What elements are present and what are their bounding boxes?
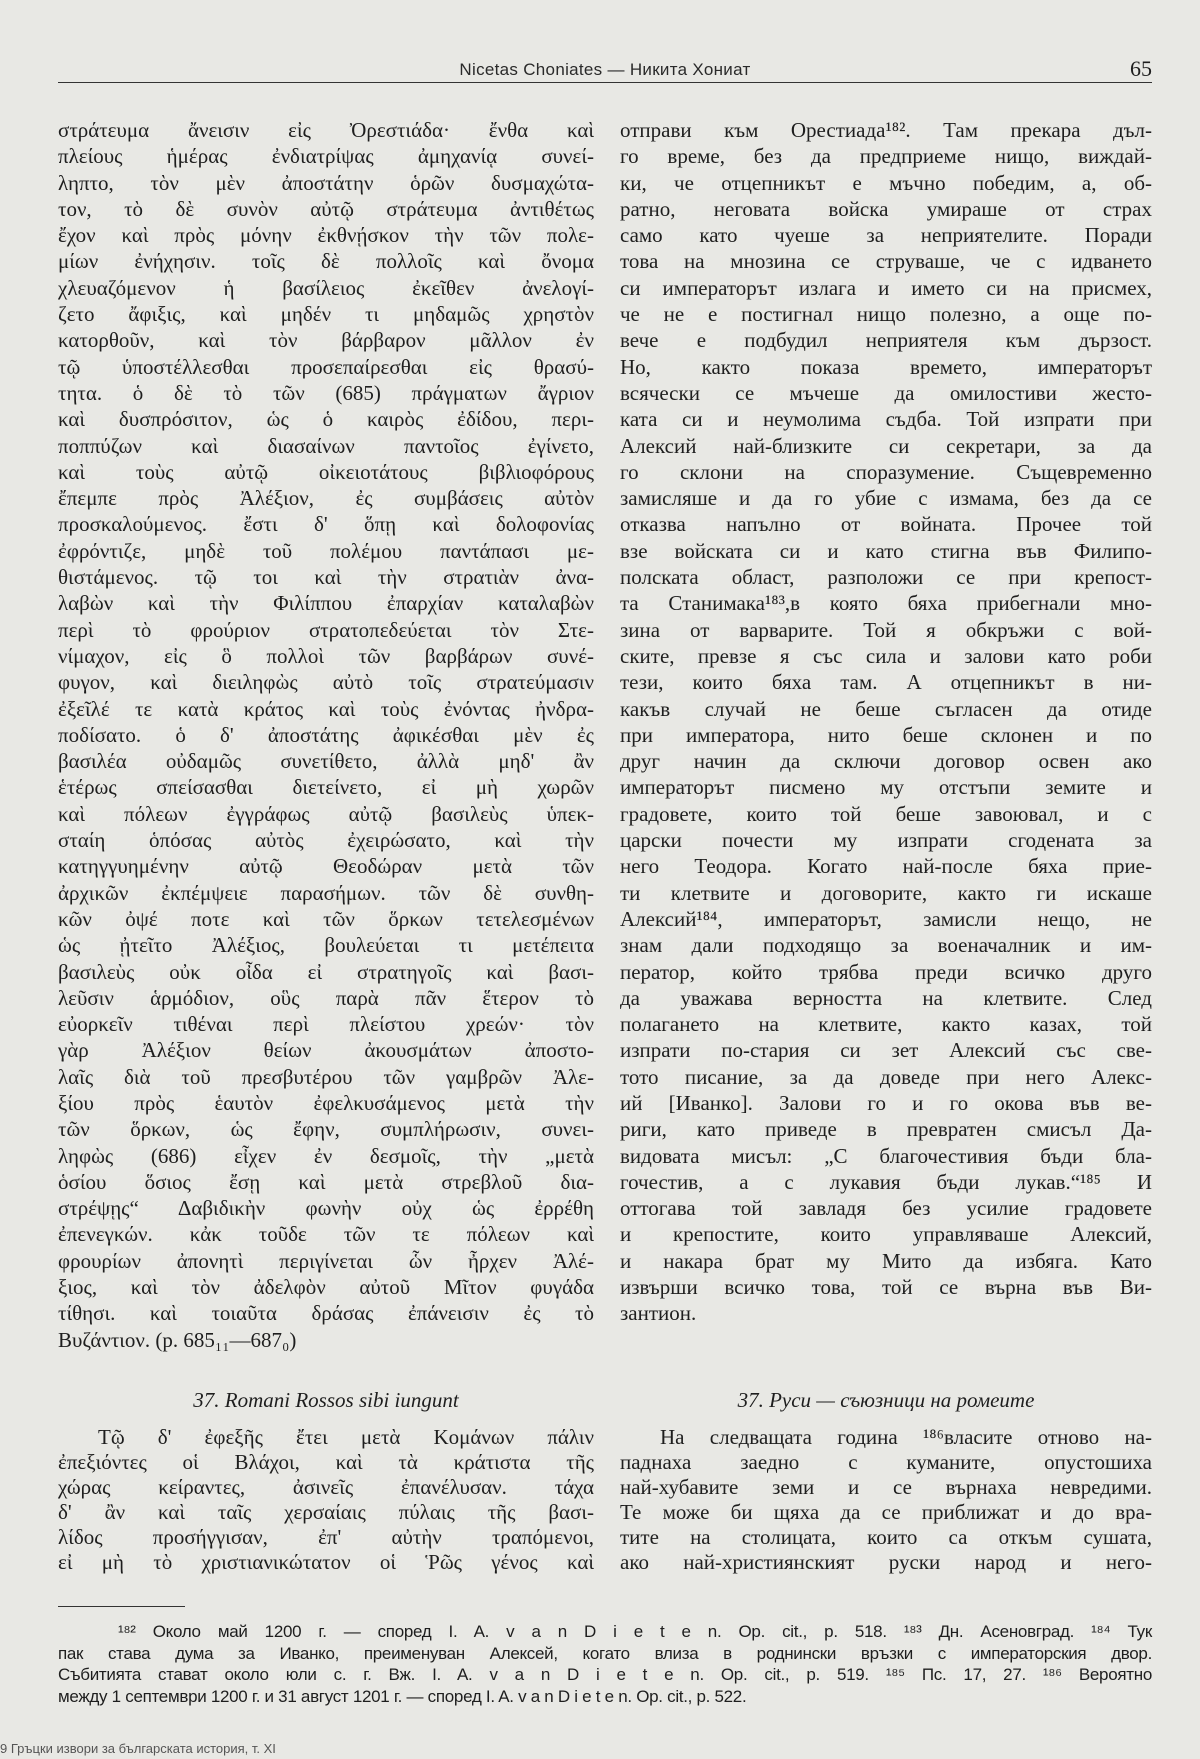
text-line: само като чуеше за неприятелите. Поради	[620, 223, 1152, 248]
text-line: при императора, нито беше склонен и по	[620, 722, 1152, 747]
footnotes	[58, 1621, 1152, 1707]
running-header	[58, 56, 1152, 83]
text-line: προσκαλούμενος. ἔστι δ' ὅπῃ καὶ δολοφονίας	[58, 512, 594, 537]
running-title: Nicetas Choniates — Никита Хониат	[459, 60, 751, 79]
bulgarian-text-column-section2	[620, 1425, 1152, 1575]
text-line: та Станимака¹⁸³,в която бяха прибегнали мно-	[620, 591, 1152, 616]
text-line: καὶ πόλεων ἐγγράφως αὐτῷ βασιλεὺς ὑπεκ-	[58, 801, 594, 826]
text-line: Βυζάντιον. (p. 685₁₁—687₀)	[58, 1327, 297, 1352]
text-line: νίμαχον, εἰς ὃ πολλοὶ τῶν βαρβάρων συνέ-	[58, 643, 594, 668]
text-line: ий [Иванко]. Залови го и го окова във ве-	[620, 1090, 1152, 1115]
text-line: πλείους ἡμέρας ἐνδιατρίψας ἀμηχανίᾳ συνεί-	[58, 144, 594, 169]
text-line: и накара брат му Мито да избяга. Като	[620, 1248, 1152, 1273]
bulgarian-section-heading: 37. Руси — съюзници на ромеите	[737, 1388, 1035, 1412]
text-line: ὁσίου ὅσιος ἔσῃ καὶ μετὰ στρεβλοῦ δια-	[58, 1169, 594, 1194]
text-line: κατορθοῦν, καὶ τὸν βάρβαρον μᾶλλον ἐν	[58, 328, 594, 353]
text-line: ληφὼς (686) εἶχεν ἐν δεσμοῖς, τὴν „μετὰ	[58, 1143, 594, 1168]
text-line: ако най-християнският руски народ и него-	[620, 1550, 1152, 1574]
bulgarian-text-column	[620, 117, 1152, 1327]
text-line: го склони на споразумение. Същевременно	[620, 459, 1152, 484]
text-line: ἐξεῖλέ τε κατὰ κράτος καὶ τοὺς ἐνόντας ἠνδρα-	[58, 696, 594, 721]
text-line: λεῦσιν ἁρμόδιον, οὓς παρὰ πᾶν ἕτερον τὸ	[58, 985, 594, 1010]
text-line: пак става дума за Иванко, преименуван Алексей, когато влиза в роднински връзки с императорския двор.	[58, 1643, 1152, 1663]
text-line: го време, без да предприеме нищо, виждай-	[620, 144, 1152, 169]
text-line: σταίη ὁπόσας αὐτὸς ἐχειρώσατο, καὶ τὴν	[58, 828, 594, 853]
text-line: царски почести му изпрати сгодената за	[620, 828, 1152, 853]
text-line: ки, че отцепникът е мъчно победим, а, об-	[620, 170, 1152, 195]
text-line: На следващата година ¹⁸⁶власите отново на-	[660, 1425, 1152, 1449]
text-line: видовата мисъл: „С благочестивия бъди бла-	[620, 1143, 1152, 1168]
text-line: градовете, които той беше завоювал, и с	[620, 801, 1152, 826]
text-line: гочестив, а с лукавия бъди лукав.“¹⁸⁵ И	[620, 1169, 1152, 1194]
text-line: τον, τὸ δὲ συνὸν αὐτῷ στράτευμα ἀντιθέτως	[58, 196, 594, 221]
text-line: ληπτο, τὸν μὲν ἀποστάτην ὁρῶν δυσμαχώτα-	[58, 170, 594, 195]
text-line: τῶν ὅρκων, ὡς ἔφην, συμπλήρωσιν, συνει-	[58, 1117, 594, 1142]
text-line: ποππύζων καὶ διασαίνων παντοῖος ἐγίνετο,	[58, 433, 594, 458]
text-line: τητα. ὁ δὲ τὸ τῶν (685) πράγματων ἄγριον	[58, 380, 594, 405]
printer-signature-line: 9 Гръцки извори за българската история, т. XI	[0, 1741, 276, 1756]
text-line: ἐφρόντιζε, μηδὲ τοῦ πολέμου παντάπασι με-	[58, 538, 594, 563]
text-line: ἑτέρως σπείσασθαι διετείνετο, εἰ μὴ χωρῶν	[58, 775, 594, 800]
text-line: Τῷ δ' ἐφεξῆς ἔτει μετὰ Κομάνων πάλιν	[98, 1425, 594, 1449]
text-line: Те може би щяха да се приближат и до вра-	[620, 1500, 1152, 1524]
text-line: вече е подбудил неприятеля към дързост.	[620, 328, 1152, 353]
text-line: Но, както показа времето, императорът	[620, 354, 1152, 379]
text-line: λίδος προσήγγισαν, ἐπ' αὐτὴν τραπόμενοι,	[58, 1525, 594, 1549]
text-line: оттогава той завладя без усилие градовете	[620, 1196, 1152, 1221]
text-line: извърши всичко това, той се върна във Ви-	[620, 1275, 1152, 1300]
text-line: и крепостите, които управляваше Алексий,	[620, 1222, 1152, 1247]
text-line: между 1 септември 1200 г. и 31 август 1201 г. — според I. A. v a n D i e t e n. Op. cit., p. 522.	[58, 1686, 747, 1706]
text-line: ἔχον καὶ πρὸς μόνην ἐκθνῄσκον τὴν τῶν πολε-	[58, 223, 594, 248]
text-line: полската област, разположи се при крепост-	[620, 565, 1152, 590]
text-line: κατηγγυημένην αὐτῷ Θεοδώραν μετὰ τῶν	[58, 854, 594, 879]
text-line: замисляше и да го убие с измама, без да се	[620, 486, 1152, 511]
footnote-separator	[58, 1606, 185, 1607]
text-line: ратно, неговата войска умираше от страх	[620, 196, 1152, 221]
text-line: ξίου πρὸς ἑαυτὸν ἐφελκυσάμενος μετὰ τὴν	[58, 1090, 594, 1115]
text-line: Събитията стават около юли с. г. Вж. I. A. v a n D i e t e n. Op. cit., p. 519. ¹⁸⁵ Пс. 17, 27. ¹⁸⁶ Вероятно	[58, 1665, 1152, 1684]
text-line: θιστάμενος. τῷ τοι καὶ τὴν στρατιὰν ἀνα-	[58, 565, 594, 590]
text-line: полагането на клетвите, както казах, той	[620, 1012, 1152, 1037]
text-line: περὶ τὸ φρούριον στρατοπεδεύεται τὸν Στε-	[58, 617, 594, 642]
text-line: всячески се мъчеше да омилостиви жесто-	[620, 380, 1152, 405]
text-line: тите на столицата, които са откъм сушата,	[620, 1525, 1152, 1549]
text-line: δ' ἂν καὶ ταῖς χερσαίαις πύλαις τῆς βασι-	[58, 1500, 594, 1524]
text-line: риги, като приведе в превратен смисъл Да-	[620, 1117, 1152, 1142]
greek-text-column	[58, 117, 594, 1353]
text-line: φρουρίων ἀπονητὶ περιγίνεται ὧν ἦρχεν Ἀλέ-	[58, 1248, 594, 1273]
text-line: императорът писмено му отстъпи земите и	[620, 775, 1152, 800]
text-line: ξιος, καὶ τὸν ἀδελφὸν αὐτοῦ Μῖτον φυγάδα	[58, 1275, 594, 1300]
text-line: Алексий¹⁸⁴, императорът, замисли нещо, не	[620, 906, 1152, 931]
text-line: Алексий най-близките си секретари, за да	[620, 433, 1152, 458]
text-line: си императорът излага и името си на присмех,	[620, 275, 1152, 300]
text-line: εὐορκεῖν τιθέναι περὶ πλείστου χρεών· τὸν	[58, 1012, 594, 1037]
text-line: това на мнозина се струваше, че с идването	[620, 249, 1152, 274]
greek-text-column-section2	[58, 1425, 594, 1575]
latin-section-heading: 37. Romani Rossos sibi iungunt	[193, 1388, 459, 1412]
text-line: στράτευμα ἄνεισιν εἰς Ὀρεστιάδα· ἔνθα καὶ	[58, 118, 594, 142]
text-line: φυγον, καὶ διειληφὼς αὐτὸ τοῖς στρατεύμασιν	[58, 670, 594, 695]
text-line: ἐπενεγκών. κἀκ τοῦδε τῶν τε πόλεων καὶ	[58, 1222, 594, 1247]
text-line: ποδίσατο. ὁ δ' ἀποστάτης ἀφικέσθαι μὲν ἐς	[58, 722, 594, 747]
text-line: λαῖς διὰ τοῦ πρεσβυτέρου τῶν γαμβρῶν Ἀλε-	[58, 1064, 594, 1089]
text-line: зантион.	[620, 1301, 697, 1326]
text-line: ти клетвите и договорите, както ги искаше	[620, 880, 1152, 905]
text-line: εἰ μὴ τὸ χριστιανικώτατον οἱ Ῥῶς γένος καὶ	[58, 1550, 594, 1574]
text-line: да уважава верността на клетвите. След	[620, 985, 1152, 1010]
text-line: ζετο ἄφιξις, καὶ μηδέν τι μηδαμῶς χρηστὸν	[58, 302, 594, 327]
text-line: βασιλέα οὐδαμῶς συνετίθετο, ἀλλὰ μηδ' ἂν	[58, 749, 594, 774]
text-line: χλευαζόμενον ἡ βασίλειος ἐκεῖθεν ἀνελογί-	[58, 275, 594, 300]
text-line: βασιλεὺς οὐκ οἶδα εἰ στρατηγοῖς καὶ βασι-	[58, 959, 594, 984]
text-line: ператор, който трябва преди всичко друго	[620, 959, 1152, 984]
text-line: μίων ἐνήχησιν. τοῖς δὲ πολλοῖς καὶ ὄνομα	[58, 249, 594, 274]
text-line: γὰρ Ἀλέξιον θείων ἀκουσμάτων ἀποστο-	[58, 1038, 594, 1063]
text-line: ката си и неумолима съдба. Той изпрати при	[620, 407, 1152, 432]
text-line: ¹⁸² Около май 1200 г. — според I. A. v a n D i e t e n. Op. cit., p. 518. ¹⁸³ Дн. Асеновград. ¹⁸⁴ Тук	[118, 1622, 1152, 1641]
text-line: изпрати по-стария си зет Алексий със све-	[620, 1038, 1152, 1063]
page-number: 65	[1130, 56, 1152, 81]
text-line: че не е постигнал нищо полезно, а още по-	[620, 302, 1152, 327]
text-line: знам дали подходящо за военачалник и им-	[620, 933, 1152, 958]
text-line: στρέψῃς“ Δαβιδικὴν φωνὴν οὐχ ὡς ἐρρέθη	[58, 1196, 594, 1221]
text-line: отправи към Орестиада¹⁸². Там прекара дъл-	[620, 118, 1152, 142]
text-line: паднаха заедно с куманите, опустошиха	[620, 1450, 1152, 1474]
text-line: ските, превзе я със сила и залови като роби	[620, 643, 1152, 668]
text-line: λαβὼν καὶ τὴν Φιλίππου ἐπαρχίαν καταλαβὼν	[58, 591, 594, 616]
text-line: него Теодора. Когато най-после бяха прие-	[620, 854, 1152, 879]
text-line: тези, които бяха там. А отцепникът в ни-	[620, 670, 1152, 695]
text-line: τῷ ὑποστέλλεσθαι προσεπαίρεσθαι εἰς θρασύ-	[58, 354, 594, 379]
text-line: ἔπεμπε πρὸς Ἀλέξιον, ἐς συμβάσεις αὐτὸν	[58, 486, 594, 511]
text-line: τίθησι. καὶ τοιαῦτα δράσας ἐπάνεισιν ἐς τὸ	[58, 1301, 594, 1326]
text-line: зина от варварите. Той я обкръжи с вой-	[620, 617, 1152, 642]
text-line: взе войската си и като стигна във Филипо-	[620, 538, 1152, 563]
text-line: тото писание, за да доведе при него Алекс-	[620, 1064, 1152, 1089]
text-line: κῶν ὀψέ ποτε καὶ τῶν ὅρκων τετελεσμένων	[58, 906, 594, 931]
text-line: какъв случай не беше съгласен да отиде	[620, 696, 1152, 721]
text-line: ἐπεξιόντες οἱ Βλάχοι, καὶ τὰ κράτιστα τῆς	[58, 1450, 594, 1474]
text-line: καὶ δυσπρόσιτον, ὡς ὁ καιρὸς ἐδίδου, περι-	[58, 407, 594, 432]
text-line: καὶ τοὺς αὐτῷ οἰκειοτάτους βιβλιοφόρους	[58, 459, 594, 484]
text-line: ὡς ᾐτεῖτο Ἀλέξιος, βουλεύεται τι μετέπειτα	[58, 933, 594, 958]
text-line: χώρας κείραντες, ἀσινεῖς ἐπανέλυσαν. τάχα	[58, 1475, 594, 1499]
text-line: най-хубавите земи и се върнаха невредими.	[620, 1475, 1152, 1499]
text-line: отказва напълно от войната. Прочее той	[620, 512, 1152, 537]
text-line: ἀρχικῶν ἐκπέμψειε παρασήμων. τῶν δὲ συνθη-	[58, 880, 594, 905]
text-line: друг начин да сключи договор освен ако	[620, 749, 1152, 774]
